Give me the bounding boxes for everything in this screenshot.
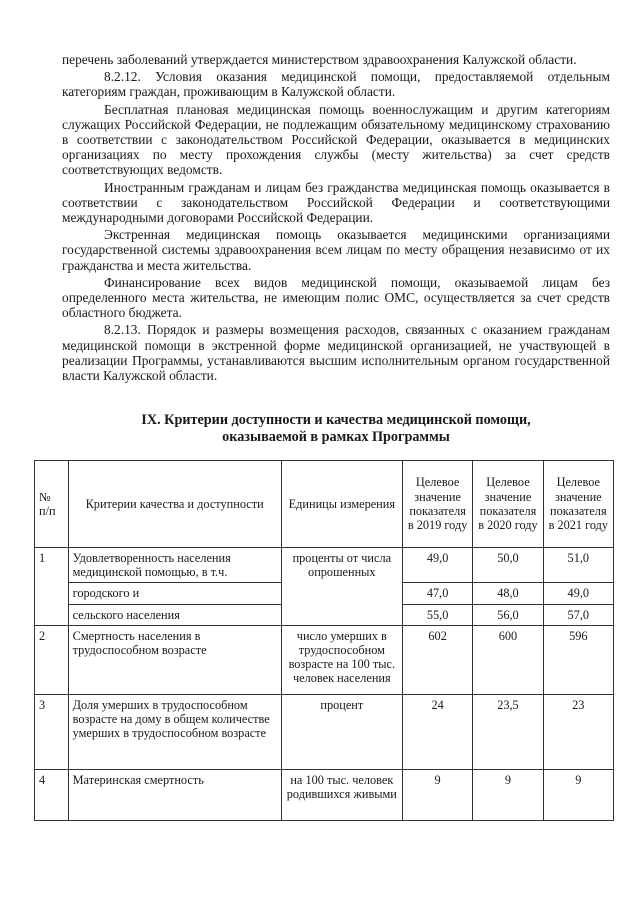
row-value-2021: 51,0 bbox=[543, 548, 613, 583]
row-value-2019: 602 bbox=[402, 625, 472, 694]
row-value-2019: 49,0 bbox=[402, 548, 472, 583]
row-value-2020: 23,5 bbox=[473, 694, 543, 769]
row-unit: проценты от числа опрошенных bbox=[281, 548, 402, 626]
row-num: 2 bbox=[35, 625, 69, 694]
row-value-2021: 23 bbox=[543, 694, 613, 769]
row-value-2021: 596 bbox=[543, 625, 613, 694]
row-value-2019: 9 bbox=[402, 769, 472, 820]
row-num: 4 bbox=[35, 769, 69, 820]
table-row bbox=[35, 548, 614, 583]
paragraph: 8.2.12. Условия оказания медицинской помощи, предоставляемой отдельным категориям граждан, проживающим в Калужской области. bbox=[62, 69, 610, 100]
paragraph: перечень заболеваний утверждается министерством здравоохранения Калужской области. bbox=[62, 52, 577, 67]
row-value-2019: 47,0 bbox=[402, 583, 472, 604]
body-text bbox=[62, 52, 610, 385]
header-num: № п/п bbox=[35, 461, 69, 548]
row-value-2019: 55,0 bbox=[402, 604, 472, 625]
paragraph: Экстренная медицинская помощь оказывается медицинскими организациями государственной системы здравоохранения всем лицам по месту обращения независимо от их гражданства и места жительства. bbox=[62, 227, 610, 273]
header-criteria: Критерии качества и доступности bbox=[68, 461, 281, 548]
section-title bbox=[62, 412, 610, 446]
row-criterion: Материнская смертность bbox=[68, 769, 281, 820]
paragraph: Бесплатная плановая медицинская помощь военнослужащим и другим категориям служащих Российской Федерации, не подлежащим обязательному медицинскому страхованию в соответствии с законодательством Российской Федерации, оказывается в медицинских организациях по месту прохождения службы (месту жительства) за счет средств соответствующих ведомств. bbox=[62, 101, 610, 178]
row-num: 1 bbox=[35, 548, 69, 626]
section-title-line: IX. Критерии доступности и качества медицинской помощи, bbox=[141, 412, 531, 428]
criteria-table bbox=[34, 460, 614, 821]
row-value-2020: 48,0 bbox=[473, 583, 543, 604]
row-criterion: Смертность населения в трудоспособном возрасте bbox=[68, 625, 281, 694]
table-row bbox=[35, 625, 614, 694]
row-criterion: городского и bbox=[68, 583, 281, 604]
row-value-2019: 24 bbox=[402, 694, 472, 769]
row-value-2021: 9 bbox=[543, 769, 613, 820]
section-title-line: оказываемой в рамках Программы bbox=[222, 429, 450, 445]
row-unit: на 100 тыс. человек родившихся живыми bbox=[281, 769, 402, 820]
row-criterion: Удовлетворенность населения медицинской помощью, в т.ч. bbox=[68, 548, 281, 583]
row-value-2020: 600 bbox=[473, 625, 543, 694]
paragraph: 8.2.13. Порядок и размеры возмещения расходов, связанных с оказанием гражданам медицинской помощи в экстренной форме медицинской организацией, не участвующей в реализации Программы, устанавливаются высшим исполнительным органом государственной власти Калужской области. bbox=[62, 322, 610, 384]
row-unit: число умерших в трудоспособном возрасте на 100 тыс. человек населения bbox=[281, 625, 402, 694]
row-criterion: сельского населения bbox=[68, 604, 281, 625]
row-value-2020: 9 bbox=[473, 769, 543, 820]
row-value-2021: 57,0 bbox=[543, 604, 613, 625]
row-value-2020: 56,0 bbox=[473, 604, 543, 625]
header-unit: Единицы измерения bbox=[281, 461, 402, 548]
row-value-2020: 50,0 bbox=[473, 548, 543, 583]
row-unit: процент bbox=[281, 694, 402, 769]
table-row bbox=[35, 694, 614, 769]
table-row bbox=[35, 769, 614, 820]
header-2021: Целевое значение показателя в 2021 году bbox=[543, 461, 613, 548]
paragraph: Иностранным гражданам и лицам без гражданства медицинская помощь оказывается в соответствии с законодательством Российской Федерации и соответствующими международными договорами Российской Федерации. bbox=[62, 179, 610, 226]
paragraph: Финансирование всех видов медицинской помощи, оказываемой лицам без определенного места жительства, не имеющим полис ОМС, осуществляется за счет средств областного бюджета. bbox=[62, 274, 610, 321]
row-value-2021: 49,0 bbox=[543, 583, 613, 604]
table-header-row bbox=[35, 461, 614, 548]
header-2019: Целевое значение показателя в 2019 году bbox=[402, 461, 472, 548]
header-2020: Целевое значение показателя в 2020 году bbox=[473, 461, 543, 548]
row-criterion: Доля умерших в трудоспособном возрасте на дому в общем количестве умерших в трудоспособном возрасте bbox=[68, 694, 281, 769]
row-num: 3 bbox=[35, 694, 69, 769]
